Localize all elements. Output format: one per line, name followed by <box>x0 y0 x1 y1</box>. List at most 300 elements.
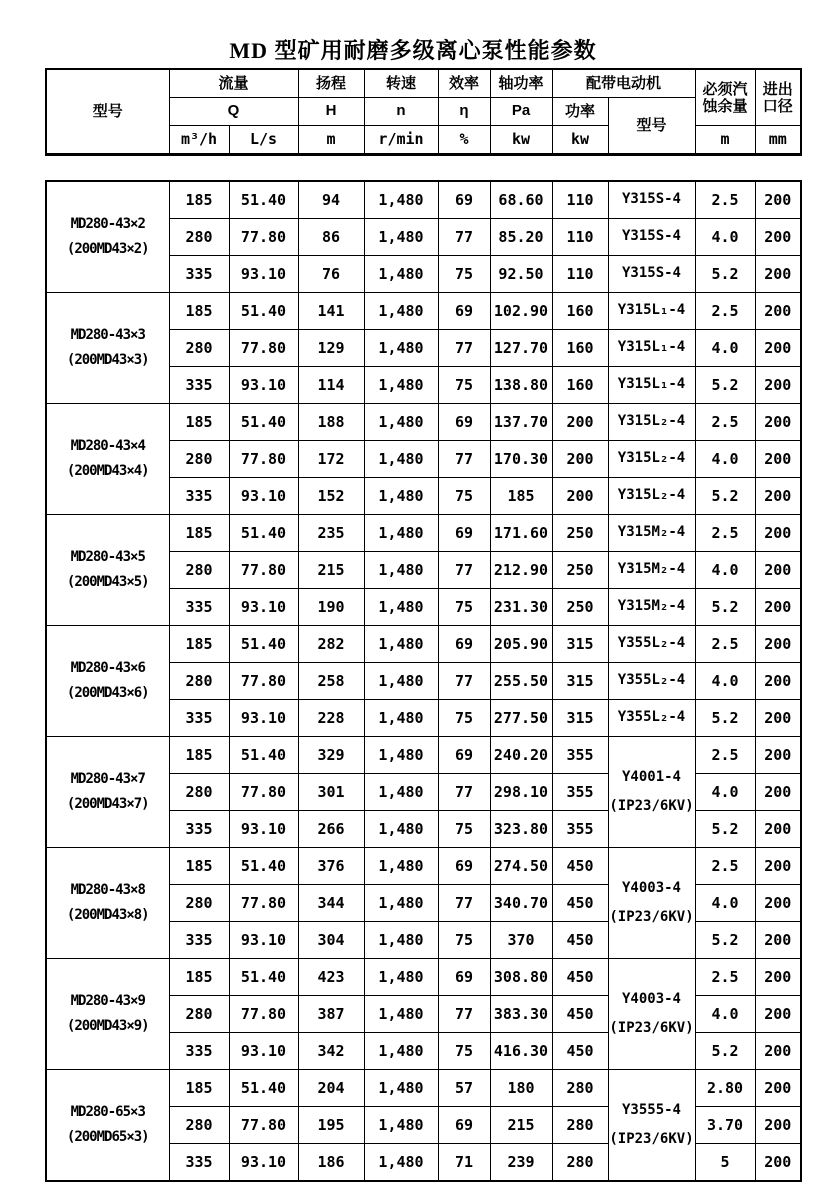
cell-shaft-power-kw: 85.20 <box>490 219 552 256</box>
motor-model-line: (IP23/6KV) <box>609 1130 694 1147</box>
cell-port-mm: 200 <box>755 404 801 441</box>
cell-port-mm: 200 <box>755 737 801 774</box>
cell-head-m: 76 <box>298 256 364 293</box>
cell-port-mm: 200 <box>755 478 801 515</box>
cell-head-m: 188 <box>298 404 364 441</box>
cell-efficiency-pct: 77 <box>438 441 490 478</box>
cell-head-m: 304 <box>298 922 364 959</box>
header-unit-rmin: r/min <box>364 126 438 155</box>
motor-model-line: (IP23/6KV) <box>609 908 694 925</box>
table-row <box>46 404 801 441</box>
cell-npsh-m: 5.2 <box>695 700 755 737</box>
cell-flow-m3h: 185 <box>169 959 229 996</box>
cell-port-mm: 200 <box>755 293 801 330</box>
cell-motor-power-kw: 450 <box>552 1033 608 1070</box>
header-efficiency: 效率 <box>438 69 490 98</box>
cell-npsh-m: 4.0 <box>695 996 755 1033</box>
cell-npsh-m: 4.0 <box>695 330 755 367</box>
cell-flow-m3h: 185 <box>169 626 229 663</box>
pump-model-line: (200MD65×3) <box>66 1128 149 1145</box>
cell-head-m: 235 <box>298 515 364 552</box>
cell-port-mm: 200 <box>755 552 801 589</box>
cell-efficiency-pct: 69 <box>438 515 490 552</box>
cell-speed-rmin: 1,480 <box>364 441 438 478</box>
cell-flow-ls: 93.10 <box>229 922 298 959</box>
cell-efficiency-pct: 71 <box>438 1144 490 1182</box>
cell-motor-power-kw: 160 <box>552 330 608 367</box>
cell-flow-ls: 77.80 <box>229 996 298 1033</box>
cell-port-mm: 200 <box>755 774 801 811</box>
cell-flow-ls: 77.80 <box>229 219 298 256</box>
cell-speed-rmin: 1,480 <box>364 330 438 367</box>
table-row <box>46 848 801 885</box>
cell-flow-ls: 93.10 <box>229 811 298 848</box>
cell-efficiency-pct: 77 <box>438 885 490 922</box>
cell-motor-model <box>608 1070 695 1182</box>
cell-speed-rmin: 1,480 <box>364 256 438 293</box>
cell-efficiency-pct: 75 <box>438 478 490 515</box>
cell-speed-rmin: 1,480 <box>364 515 438 552</box>
cell-motor-power-kw: 250 <box>552 552 608 589</box>
cell-speed-rmin: 1,480 <box>364 404 438 441</box>
cell-flow-m3h: 280 <box>169 885 229 922</box>
cell-flow-ls: 51.40 <box>229 293 298 330</box>
cell-speed-rmin: 1,480 <box>364 774 438 811</box>
header-row-1 <box>46 69 801 98</box>
header-port <box>755 69 801 126</box>
pump-model-line: MD280-43×7 <box>70 771 145 788</box>
cell-shaft-power-kw: 239 <box>490 1144 552 1182</box>
cell-npsh-m: 4.0 <box>695 441 755 478</box>
cell-npsh-m: 5 <box>695 1144 755 1182</box>
pump-model-cell <box>46 515 169 626</box>
header-unit-kw-shaft: kw <box>490 126 552 155</box>
cell-efficiency-pct: 75 <box>438 922 490 959</box>
cell-flow-m3h: 280 <box>169 663 229 700</box>
pump-model-line: (200MD43×4) <box>66 462 149 479</box>
cell-port-mm: 200 <box>755 441 801 478</box>
header-efficiency-symbol: η <box>438 98 490 126</box>
cell-flow-m3h: 185 <box>169 293 229 330</box>
cell-npsh-m: 4.0 <box>695 552 755 589</box>
cell-efficiency-pct: 77 <box>438 330 490 367</box>
cell-motor-power-kw: 450 <box>552 848 608 885</box>
pump-model-line: MD280-65×3 <box>70 1104 145 1121</box>
cell-motor-power-kw: 450 <box>552 885 608 922</box>
cell-npsh-m: 2.80 <box>695 1070 755 1107</box>
cell-port-mm: 200 <box>755 256 801 293</box>
cell-motor-power-kw: 280 <box>552 1107 608 1144</box>
header-unit-ls: L/s <box>229 126 298 155</box>
cell-shaft-power-kw: 171.60 <box>490 515 552 552</box>
cell-flow-m3h: 185 <box>169 181 229 219</box>
cell-flow-m3h: 280 <box>169 441 229 478</box>
table-row <box>46 181 801 219</box>
cell-head-m: 186 <box>298 1144 364 1182</box>
pump-model-line: MD280-43×9 <box>70 993 145 1010</box>
cell-motor-model: Y315M₂-4 <box>608 515 695 552</box>
cell-shaft-power-kw: 255.50 <box>490 663 552 700</box>
cell-flow-ls: 77.80 <box>229 330 298 367</box>
header-motor-model: 型号 <box>608 98 695 155</box>
cell-speed-rmin: 1,480 <box>364 552 438 589</box>
cell-npsh-m: 2.5 <box>695 293 755 330</box>
cell-motor-power-kw: 200 <box>552 441 608 478</box>
cell-shaft-power-kw: 274.50 <box>490 848 552 885</box>
cell-npsh-m: 2.5 <box>695 737 755 774</box>
cell-motor-power-kw: 160 <box>552 367 608 404</box>
cell-head-m: 215 <box>298 552 364 589</box>
header-shaft-power: 轴功率 <box>490 69 552 98</box>
cell-motor-model: Y315M₂-4 <box>608 589 695 626</box>
cell-efficiency-pct: 75 <box>438 367 490 404</box>
cell-shaft-power-kw: 180 <box>490 1070 552 1107</box>
cell-port-mm: 200 <box>755 1070 801 1107</box>
cell-head-m: 258 <box>298 663 364 700</box>
cell-speed-rmin: 1,480 <box>364 700 438 737</box>
cell-speed-rmin: 1,480 <box>364 219 438 256</box>
cell-motor-power-kw: 315 <box>552 663 608 700</box>
cell-speed-rmin: 1,480 <box>364 1107 438 1144</box>
cell-motor-power-kw: 250 <box>552 515 608 552</box>
cell-speed-rmin: 1,480 <box>364 181 438 219</box>
cell-flow-ls: 93.10 <box>229 700 298 737</box>
cell-speed-rmin: 1,480 <box>364 811 438 848</box>
cell-motor-model: Y315S-4 <box>608 219 695 256</box>
header-flow-symbol: Q <box>169 98 298 126</box>
cell-motor-power-kw: 110 <box>552 256 608 293</box>
cell-npsh-m: 2.5 <box>695 181 755 219</box>
cell-motor-power-kw: 355 <box>552 737 608 774</box>
table-row <box>46 1070 801 1107</box>
pump-model-line: (200MD43×8) <box>66 906 149 923</box>
cell-flow-m3h: 185 <box>169 737 229 774</box>
header-unit-m: m <box>298 126 364 155</box>
cell-npsh-m: 2.5 <box>695 959 755 996</box>
cell-efficiency-pct: 57 <box>438 1070 490 1107</box>
header-motor: 配带电动机 <box>552 69 695 98</box>
cell-motor-power-kw: 450 <box>552 996 608 1033</box>
cell-speed-rmin: 1,480 <box>364 293 438 330</box>
cell-port-mm: 200 <box>755 663 801 700</box>
table-row <box>46 293 801 330</box>
cell-efficiency-pct: 69 <box>438 181 490 219</box>
cell-flow-m3h: 335 <box>169 1033 229 1070</box>
pump-model-line: (200MD43×6) <box>66 684 149 701</box>
header-port-line1: 进出 <box>762 80 793 98</box>
cell-head-m: 387 <box>298 996 364 1033</box>
cell-motor-model: Y355L₂-4 <box>608 626 695 663</box>
cell-efficiency-pct: 69 <box>438 293 490 330</box>
header-unit-npsh-m: m <box>695 126 755 155</box>
cell-flow-ls: 51.40 <box>229 181 298 219</box>
cell-efficiency-pct: 75 <box>438 700 490 737</box>
cell-shaft-power-kw: 416.30 <box>490 1033 552 1070</box>
cell-efficiency-pct: 77 <box>438 552 490 589</box>
cell-motor-power-kw: 315 <box>552 626 608 663</box>
motor-model-line: Y4003-4 <box>621 880 681 897</box>
cell-port-mm: 200 <box>755 885 801 922</box>
cell-efficiency-pct: 75 <box>438 589 490 626</box>
cell-npsh-m: 2.5 <box>695 626 755 663</box>
cell-port-mm: 200 <box>755 811 801 848</box>
cell-flow-m3h: 185 <box>169 1070 229 1107</box>
cell-flow-ls: 93.10 <box>229 1033 298 1070</box>
table-row <box>46 626 801 663</box>
pump-model-line: MD280-43×2 <box>70 216 145 233</box>
cell-motor-power-kw: 110 <box>552 181 608 219</box>
cell-efficiency-pct: 77 <box>438 774 490 811</box>
cell-motor-model: Y315S-4 <box>608 181 695 219</box>
cell-port-mm: 200 <box>755 589 801 626</box>
cell-head-m: 344 <box>298 885 364 922</box>
cell-shaft-power-kw: 323.80 <box>490 811 552 848</box>
cell-flow-ls: 51.40 <box>229 1070 298 1107</box>
cell-head-m: 376 <box>298 848 364 885</box>
cell-efficiency-pct: 69 <box>438 626 490 663</box>
pump-model-line: MD280-43×3 <box>70 327 145 344</box>
cell-npsh-m: 5.2 <box>695 1033 755 1070</box>
motor-model-line: (IP23/6KV) <box>609 797 694 814</box>
cell-speed-rmin: 1,480 <box>364 478 438 515</box>
cell-flow-m3h: 335 <box>169 589 229 626</box>
cell-flow-m3h: 335 <box>169 1144 229 1182</box>
cell-motor-model: Y315L₂-4 <box>608 441 695 478</box>
header-speed-symbol: n <box>364 98 438 126</box>
header-unit-percent: % <box>438 126 490 155</box>
cell-efficiency-pct: 69 <box>438 404 490 441</box>
cell-port-mm: 200 <box>755 959 801 996</box>
cell-motor-model <box>608 848 695 959</box>
cell-npsh-m: 5.2 <box>695 478 755 515</box>
pump-model-line: MD280-43×8 <box>70 882 145 899</box>
cell-port-mm: 200 <box>755 367 801 404</box>
cell-speed-rmin: 1,480 <box>364 737 438 774</box>
cell-flow-ls: 77.80 <box>229 885 298 922</box>
cell-port-mm: 200 <box>755 700 801 737</box>
cell-shaft-power-kw: 383.30 <box>490 996 552 1033</box>
cell-npsh-m: 5.2 <box>695 589 755 626</box>
cell-head-m: 195 <box>298 1107 364 1144</box>
cell-efficiency-pct: 69 <box>438 737 490 774</box>
pump-model-line: MD280-43×5 <box>70 549 145 566</box>
page-title: MD 型矿用耐磨多级离心泵性能参数 <box>229 38 597 63</box>
cell-head-m: 172 <box>298 441 364 478</box>
header-unit-mm: mm <box>755 126 801 155</box>
cell-efficiency-pct: 77 <box>438 219 490 256</box>
cell-npsh-m: 5.2 <box>695 367 755 404</box>
pump-model-line: (200MD43×9) <box>66 1017 149 1034</box>
cell-npsh-m: 5.2 <box>695 256 755 293</box>
cell-flow-ls: 77.80 <box>229 552 298 589</box>
cell-speed-rmin: 1,480 <box>364 1033 438 1070</box>
pump-model-line: (200MD43×3) <box>66 351 149 368</box>
header-head: 扬程 <box>298 69 364 98</box>
cell-shaft-power-kw: 370 <box>490 922 552 959</box>
cell-motor-model: Y315M₂-4 <box>608 552 695 589</box>
cell-npsh-m: 2.5 <box>695 848 755 885</box>
cell-flow-ls: 77.80 <box>229 663 298 700</box>
pump-model-line: MD280-43×6 <box>70 660 145 677</box>
cell-head-m: 329 <box>298 737 364 774</box>
pump-table <box>45 180 802 1182</box>
cell-flow-m3h: 335 <box>169 922 229 959</box>
header-npsh <box>695 69 755 126</box>
cell-npsh-m: 5.2 <box>695 922 755 959</box>
header-head-symbol: H <box>298 98 364 126</box>
cell-shaft-power-kw: 92.50 <box>490 256 552 293</box>
header-npsh-line2: 蚀余量 <box>702 96 748 115</box>
cell-efficiency-pct: 75 <box>438 1033 490 1070</box>
pump-model-line: (200MD43×2) <box>66 240 149 257</box>
cell-flow-ls: 51.40 <box>229 737 298 774</box>
cell-motor-power-kw: 110 <box>552 219 608 256</box>
cell-npsh-m: 5.2 <box>695 811 755 848</box>
cell-motor-power-kw: 200 <box>552 404 608 441</box>
cell-shaft-power-kw: 170.30 <box>490 441 552 478</box>
header-port-line2: 口径 <box>762 96 793 115</box>
cell-flow-ls: 77.80 <box>229 774 298 811</box>
motor-model-line: Y3555-4 <box>621 1102 681 1119</box>
cell-motor-power-kw: 250 <box>552 589 608 626</box>
header-flow: 流量 <box>169 69 298 98</box>
cell-flow-m3h: 335 <box>169 700 229 737</box>
cell-flow-m3h: 280 <box>169 552 229 589</box>
cell-motor-model: Y355L₂-4 <box>608 700 695 737</box>
cell-port-mm: 200 <box>755 219 801 256</box>
cell-shaft-power-kw: 212.90 <box>490 552 552 589</box>
cell-flow-m3h: 335 <box>169 478 229 515</box>
cell-flow-ls: 77.80 <box>229 441 298 478</box>
cell-speed-rmin: 1,480 <box>364 1144 438 1182</box>
cell-shaft-power-kw: 137.70 <box>490 404 552 441</box>
cell-head-m: 190 <box>298 589 364 626</box>
cell-port-mm: 200 <box>755 848 801 885</box>
cell-port-mm: 200 <box>755 330 801 367</box>
cell-npsh-m: 4.0 <box>695 219 755 256</box>
cell-motor-power-kw: 200 <box>552 478 608 515</box>
cell-port-mm: 200 <box>755 922 801 959</box>
cell-flow-ls: 51.40 <box>229 626 298 663</box>
cell-motor-model: Y355L₂-4 <box>608 663 695 700</box>
cell-motor-model <box>608 959 695 1070</box>
cell-efficiency-pct: 69 <box>438 1107 490 1144</box>
cell-port-mm: 200 <box>755 996 801 1033</box>
cell-speed-rmin: 1,480 <box>364 959 438 996</box>
cell-flow-m3h: 185 <box>169 848 229 885</box>
cell-motor-model: Y315L₁-4 <box>608 367 695 404</box>
cell-port-mm: 200 <box>755 181 801 219</box>
cell-motor-model <box>608 737 695 848</box>
cell-flow-m3h: 335 <box>169 811 229 848</box>
cell-shaft-power-kw: 68.60 <box>490 181 552 219</box>
cell-speed-rmin: 1,480 <box>364 589 438 626</box>
cell-head-m: 342 <box>298 1033 364 1070</box>
cell-shaft-power-kw: 308.80 <box>490 959 552 996</box>
cell-shaft-power-kw: 231.30 <box>490 589 552 626</box>
header-unit-m3h: m³/h <box>169 126 229 155</box>
cell-flow-ls: 51.40 <box>229 404 298 441</box>
cell-motor-model: Y315L₁-4 <box>608 293 695 330</box>
motor-model-line: (IP23/6KV) <box>609 1019 694 1036</box>
cell-npsh-m: 4.0 <box>695 885 755 922</box>
header-shaft-symbol: Pa <box>490 98 552 126</box>
cell-motor-model: Y315L₂-4 <box>608 478 695 515</box>
cell-speed-rmin: 1,480 <box>364 922 438 959</box>
header-unit-kw-motor: kw <box>552 126 608 155</box>
cell-flow-m3h: 335 <box>169 256 229 293</box>
cell-motor-model: Y315L₂-4 <box>608 404 695 441</box>
cell-head-m: 423 <box>298 959 364 996</box>
cell-motor-power-kw: 355 <box>552 774 608 811</box>
cell-flow-m3h: 280 <box>169 996 229 1033</box>
cell-motor-power-kw: 280 <box>552 1070 608 1107</box>
cell-head-m: 228 <box>298 700 364 737</box>
cell-motor-power-kw: 160 <box>552 293 608 330</box>
cell-shaft-power-kw: 340.70 <box>490 885 552 922</box>
pump-model-line: (200MD43×7) <box>66 795 149 812</box>
cell-flow-m3h: 335 <box>169 367 229 404</box>
pump-model-cell <box>46 404 169 515</box>
header-npsh-line1: 必须汽 <box>702 80 748 98</box>
header-motor-power: 功率 <box>552 98 608 126</box>
cell-flow-ls: 51.40 <box>229 848 298 885</box>
cell-npsh-m: 4.0 <box>695 774 755 811</box>
cell-efficiency-pct: 77 <box>438 996 490 1033</box>
cell-shaft-power-kw: 277.50 <box>490 700 552 737</box>
cell-speed-rmin: 1,480 <box>364 848 438 885</box>
cell-port-mm: 200 <box>755 626 801 663</box>
cell-flow-m3h: 280 <box>169 1107 229 1144</box>
cell-motor-model: Y315S-4 <box>608 256 695 293</box>
cell-flow-ls: 51.40 <box>229 959 298 996</box>
cell-head-m: 266 <box>298 811 364 848</box>
cell-speed-rmin: 1,480 <box>364 367 438 404</box>
cell-npsh-m: 2.5 <box>695 515 755 552</box>
cell-port-mm: 200 <box>755 1033 801 1070</box>
cell-head-m: 86 <box>298 219 364 256</box>
cell-head-m: 282 <box>298 626 364 663</box>
cell-flow-ls: 93.10 <box>229 367 298 404</box>
cell-shaft-power-kw: 215 <box>490 1107 552 1144</box>
cell-motor-power-kw: 355 <box>552 811 608 848</box>
cell-efficiency-pct: 75 <box>438 811 490 848</box>
cell-shaft-power-kw: 298.10 <box>490 774 552 811</box>
cell-flow-ls: 93.10 <box>229 1144 298 1182</box>
cell-motor-model: Y315L₁-4 <box>608 330 695 367</box>
cell-head-m: 114 <box>298 367 364 404</box>
cell-shaft-power-kw: 138.80 <box>490 367 552 404</box>
cell-head-m: 204 <box>298 1070 364 1107</box>
pump-table-body <box>46 181 801 1181</box>
cell-efficiency-pct: 77 <box>438 663 490 700</box>
header-model: 型号 <box>46 69 169 155</box>
cell-flow-m3h: 185 <box>169 404 229 441</box>
cell-flow-ls: 93.10 <box>229 589 298 626</box>
cell-shaft-power-kw: 205.90 <box>490 626 552 663</box>
pump-model-cell <box>46 293 169 404</box>
pump-model-cell <box>46 626 169 737</box>
table-row <box>46 737 801 774</box>
cell-efficiency-pct: 69 <box>438 959 490 996</box>
cell-motor-power-kw: 450 <box>552 922 608 959</box>
cell-motor-power-kw: 280 <box>552 1144 608 1182</box>
cell-shaft-power-kw: 102.90 <box>490 293 552 330</box>
cell-speed-rmin: 1,480 <box>364 1070 438 1107</box>
table-row <box>46 959 801 996</box>
pump-model-line: (200MD43×5) <box>66 573 149 590</box>
cell-npsh-m: 3.70 <box>695 1107 755 1144</box>
